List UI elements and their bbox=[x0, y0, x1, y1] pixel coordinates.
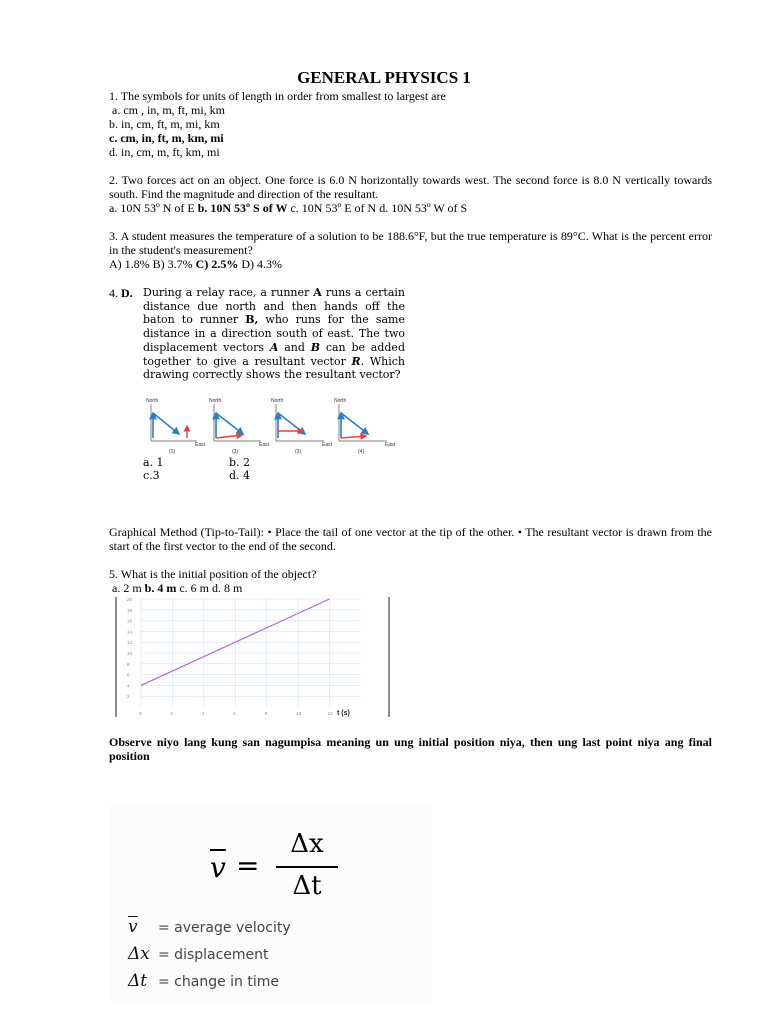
q3-option-b: B) 3.7% bbox=[152, 257, 193, 271]
y-tick-label: 6 bbox=[127, 672, 130, 678]
y-tick-label: 18 bbox=[127, 607, 133, 613]
x-tick-label: 2 bbox=[170, 711, 173, 716]
legend-change-in-time bbox=[128, 971, 279, 991]
formula-fraction-bar bbox=[276, 866, 338, 868]
q5-options bbox=[112, 581, 242, 595]
q4-runner-a: A bbox=[313, 286, 322, 299]
q4-text-2: runs a certain distance due north and then hands off the baton to runner bbox=[143, 286, 405, 327]
q3-option-c: C) 2.5% bbox=[195, 257, 239, 271]
diagram-2-north: North bbox=[209, 398, 222, 404]
diagram-3-east: East bbox=[322, 442, 333, 448]
q5-question: 5. What is the initial position of the object? bbox=[109, 567, 317, 581]
graph-grid bbox=[141, 599, 361, 707]
q4-vec-a: A bbox=[269, 340, 279, 354]
diagram-4-east: East bbox=[385, 442, 396, 448]
q4-and: and bbox=[278, 340, 311, 354]
q4-vec-r: R bbox=[351, 354, 361, 368]
q3-option-d: D) 4.3% bbox=[241, 257, 283, 271]
diagram-2 bbox=[209, 398, 270, 455]
position-note: Observe niyo lang kung san nagumpisa meaning un ung initial position niya, then ung last point niya ang final position bbox=[109, 735, 712, 763]
legend-desc-v: = average velocity bbox=[158, 920, 291, 936]
legend-symbol-v: $\overline{v}$ bbox=[128, 917, 138, 937]
q4-text-3: who runs for the same distance in a direction south of east. The two displacement vectors bbox=[143, 313, 405, 354]
q3-question: 3. A student measures the temperature of a solution to be 188.6°F, but the true temperature is 89°C. What is the percent error in the student's measurement? bbox=[109, 229, 712, 257]
q1-option-a: a. cm , in, m, ft, mi, km bbox=[112, 103, 225, 117]
q5-option-a: a. 2 m bbox=[112, 581, 142, 595]
x-tick-label: 8 bbox=[264, 711, 268, 716]
q2-option-d: d. 10N 53º W of S bbox=[379, 201, 468, 215]
diagram-4 bbox=[334, 398, 396, 455]
q4-vec-b: B bbox=[310, 340, 321, 354]
q4-option-c: c.3 bbox=[143, 469, 160, 482]
q1-question: 1. The symbols for units of length in order from smallest to largest are bbox=[109, 89, 446, 103]
q4-text-1: During a relay race, a runner bbox=[143, 286, 314, 299]
q4-option-b: b. 2 bbox=[229, 456, 251, 469]
graphical-method-note: Graphical Method (Tip-to-Tail): • Place the tail of one vector at the tip of the other. • The resultant vector is drawn from the start of the first vector to the end of the second. bbox=[109, 525, 712, 553]
diagram-4-north: North bbox=[334, 398, 347, 404]
y-tick-label: 4 bbox=[127, 683, 130, 689]
legend-symbol-dx: Δx bbox=[128, 944, 150, 964]
diagram-2-label: (2) bbox=[232, 449, 239, 455]
q1-option-c: c. cm, in, ft, m, km, mi bbox=[109, 131, 224, 145]
q4-text-5: . Which drawing correctly shows the resultant vector? bbox=[143, 354, 405, 382]
diagram-4-label: (4) bbox=[358, 449, 365, 455]
q5-option-c: c. 6 m bbox=[179, 581, 210, 595]
q2-option-b: b. 10N 53º S of W bbox=[197, 201, 288, 215]
y-tick-label: 12 bbox=[127, 640, 133, 646]
q4-number bbox=[109, 286, 133, 300]
y-tick-label: 14 bbox=[127, 629, 133, 635]
y-tick-label: 20 bbox=[127, 597, 133, 602]
q4-number-label: 4. bbox=[109, 286, 118, 300]
diagram-2-east: East bbox=[259, 442, 270, 448]
diagram-1 bbox=[146, 398, 206, 455]
q4-option-a: a. 1 bbox=[143, 456, 164, 469]
q4-text-4: can be added together to give a resultant vector bbox=[143, 340, 405, 368]
diagram-1-north: North bbox=[146, 398, 159, 404]
average-velocity-formula bbox=[210, 825, 390, 915]
formula-numerator: Δx bbox=[290, 829, 324, 859]
y-tick-label: 16 bbox=[127, 618, 133, 624]
q4-option-d: d. 4 bbox=[229, 469, 251, 482]
formula-v-bar: $\overline{v}$ bbox=[210, 851, 226, 884]
q2-question: 2. Two forces act on an object. One force is 6.0 N horizontally towards west. The second force is 8.0 N vertically towards south. Find the magnitude and direction of the resultant. bbox=[109, 173, 712, 201]
q2-options bbox=[109, 201, 467, 215]
legend-desc-dt: = change in time bbox=[158, 974, 279, 990]
x-tick-label: 6 bbox=[233, 711, 236, 716]
y-tick-label: 10 bbox=[127, 651, 133, 656]
q2-option-c: c. 10N 53º E of N bbox=[290, 201, 377, 215]
q4-answer: D. bbox=[121, 286, 133, 300]
diagram-3 bbox=[271, 398, 333, 455]
q4-runner-b: B, bbox=[245, 313, 259, 327]
q4-block bbox=[109, 286, 409, 486]
formula-equals: = bbox=[236, 849, 260, 882]
graph-y-ticks bbox=[127, 597, 133, 699]
q1-option-b: b. in, cm, ft, m, mi, km bbox=[109, 117, 220, 131]
diagram-1-label: (1) bbox=[169, 449, 176, 455]
q4-vector-diagrams bbox=[143, 398, 405, 456]
y-tick-label: 2 bbox=[127, 694, 130, 700]
legend-displacement bbox=[128, 944, 269, 964]
q5-option-d: d. 8 m bbox=[212, 581, 243, 595]
graph-x-ticks bbox=[139, 711, 333, 716]
x-tick-label: 12 bbox=[327, 711, 333, 716]
q3-options bbox=[109, 257, 282, 271]
average-velocity-formula-box bbox=[110, 803, 432, 1003]
formula-fraction bbox=[276, 829, 338, 905]
diagram-1-east: East bbox=[195, 442, 206, 448]
diagram-3-north: North bbox=[271, 398, 284, 404]
graph-x-label: t (s) bbox=[337, 710, 350, 717]
diagram-3-label: (3) bbox=[295, 449, 302, 455]
legend-symbol-dt: Δt bbox=[128, 971, 148, 991]
q2-option-a: a. 10N 53º N of E bbox=[109, 201, 195, 215]
page-title: GENERAL PHYSICS 1 bbox=[297, 68, 471, 87]
x-tick-label: 0 bbox=[139, 711, 142, 716]
legend-desc-dx: = displacement bbox=[158, 947, 269, 963]
y-tick-label: 8 bbox=[127, 661, 130, 667]
q3-option-a: A) 1.8% bbox=[109, 257, 150, 271]
legend-average-velocity bbox=[128, 917, 291, 937]
position-time-graph bbox=[113, 597, 393, 721]
x-tick-label: 10 bbox=[296, 711, 302, 716]
q1-option-d: d. in, cm, m, ft, km, mi bbox=[109, 145, 220, 159]
x-tick-label: 4 bbox=[201, 711, 205, 716]
q4-question bbox=[143, 286, 405, 382]
formula-denominator: Δt bbox=[292, 871, 322, 901]
q5-option-b: b. 4 m bbox=[144, 581, 177, 595]
